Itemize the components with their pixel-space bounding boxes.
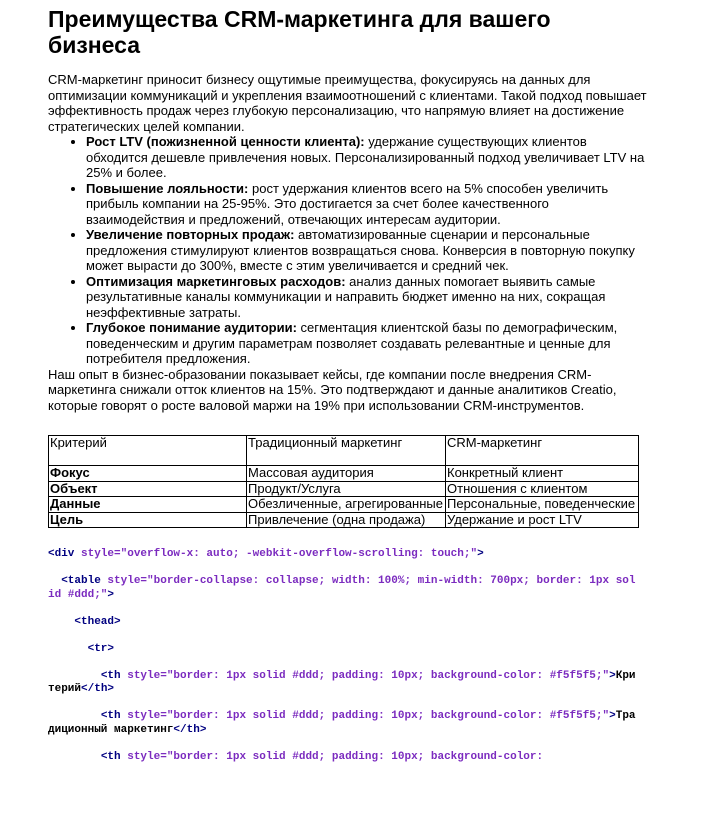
code-attr: style [74, 548, 115, 560]
table-cell [49, 481, 247, 497]
table-cell-label: Данные [50, 496, 101, 511]
code-attr: style [120, 710, 161, 722]
code-tag: </th> [173, 723, 207, 736]
list-item-text: удержание существующих клиентов обходится дешевле привлечения новых. Персонализированный подход увеличивает LTV на 25% и более. [86, 134, 645, 180]
table-cell: Удержание и рост LTV [446, 512, 639, 528]
code-value: ="border: 1px solid #ddd; padding: 10px; background-color: #f5f5f5;" [160, 669, 610, 682]
list-item-title: Увеличение повторных продаж: [86, 227, 295, 242]
table-cell [49, 497, 247, 513]
table-cell-label: Фокус [50, 465, 90, 480]
code-tag: <th [100, 750, 121, 763]
list-item-title: Рост LTV (пожизненной ценности клиента): [86, 134, 365, 149]
table-cell [49, 466, 247, 482]
code-attr: style [120, 750, 161, 763]
intro-paragraph: CRM-маркетинг приносит бизнесу ощутимые преимущества, фокусируясь на данных для оптимизации коммуникаций и укрепления взаимоотношений с клиентами. Такой подход повышает эффективность продаж через глубокую персонализацию, что напрямую влияет на достижение стратегических целей компании. [48, 72, 647, 134]
list-item-title: Повышение лояльности: [86, 180, 249, 196]
table-row [49, 466, 639, 482]
outro-paragraph: Наш опыт в бизнес-образовании показывает кейсы, где компании после внедрения CRM-маркетинга снижали отток клиентов на 15%. Это подтверждают и данные аналитиков Creatio, которые говорят о росте валовой маржи на 19% при использовании CRM-инструментов. [48, 366, 617, 413]
table-cell: Отношения с клиентом [446, 481, 639, 497]
code-text: Традиционный маркетинг [48, 710, 636, 736]
code-tag: <tr> [87, 642, 115, 655]
code-tag: <th [100, 710, 121, 722]
table-row [49, 481, 639, 497]
code-tag: <table [61, 575, 101, 587]
comparison-table [48, 435, 639, 528]
list-item-text: анализ данных помогает выявить самые результативные каналы коммуникации и направить бюджет именно на них, сокращая неэффективные затраты. [86, 273, 606, 320]
code-tag: > [477, 548, 484, 560]
code-text: Критерий [48, 669, 636, 695]
code-value: ="border: 1px solid #ddd; padding: 10px; background-color: [160, 750, 544, 763]
table-header-row [49, 436, 639, 466]
table-cell: Обезличенные, агрегированные [247, 497, 446, 513]
code-tag: <th [100, 669, 121, 682]
list-item [86, 181, 648, 228]
code-tag: </th> [81, 683, 115, 695]
table-header-cell: Традиционный маркетинг [247, 436, 446, 466]
list-item [86, 320, 648, 367]
code-tag: <div [48, 548, 75, 560]
code-value: ="border: 1px solid #ddd; padding: 10px; background-color: #f5f5f5;" [160, 710, 610, 722]
list-item-text: сегментация клиентской базы по демографическим, поведенческим и другим параметрам позволяет создавать релевантные и ценные для потребителя предложения. [86, 320, 618, 366]
code-attr: style [100, 575, 141, 587]
advantages-list [48, 134, 648, 367]
list-item [86, 274, 648, 321]
list-item [86, 134, 648, 181]
list-item-text: автоматизированные сценарии и персональные предложения стимулируют клиентов возвращаться снова. Конверсия в повторную покупку может вырасти до 300%, вместе с этим увеличивается и средний чек. [86, 227, 635, 273]
table-row [49, 497, 639, 513]
code-tag: > [609, 710, 616, 722]
code-value: ="border-collapse: collapse; width: 100%; min-width: 700px; border: 1px solid #ddd;" [48, 575, 636, 601]
table-cell: Продукт/Услуга [247, 481, 446, 497]
table-header-cell: CRM-маркетинг [446, 436, 639, 466]
table-cell-label: Цель [50, 511, 84, 527]
document-page [48, 0, 648, 764]
table-cell: Массовая аудитория [247, 466, 446, 482]
code-attr: style [120, 669, 161, 682]
code-tag: <thead> [74, 615, 121, 628]
table-cell: Привлечение (одна продажа) [247, 512, 446, 528]
code-tag: > [609, 669, 616, 682]
code-tag: > [107, 588, 115, 601]
html-code-block [48, 548, 638, 764]
table-header-cell: Критерий [49, 436, 247, 466]
list-item-title: Глубокое понимание аудитории: [86, 320, 297, 335]
list-item-text: рост удержания клиентов всего на 5% способен увеличить прибыль компании на 25-95%. Это достигается за счет более качественного взаимодействия и предложений, отвечающих интересам аудитории. [86, 180, 609, 227]
list-item [86, 227, 648, 274]
code-value: ="overflow-x: auto; -webkit-overflow-scrolling: touch;" [114, 548, 478, 560]
table-cell: Конкретный клиент [446, 466, 639, 482]
page-title: Преимущества CRM-маркетинга для вашего бизнеса [48, 6, 551, 58]
table-cell: Персональные, поведенческие [446, 497, 639, 513]
table-row [49, 512, 639, 528]
table-cell [49, 512, 247, 528]
table-cell-label: Объект [50, 480, 98, 496]
list-item-title: Оптимизация маркетинговых расходов: [86, 273, 346, 289]
